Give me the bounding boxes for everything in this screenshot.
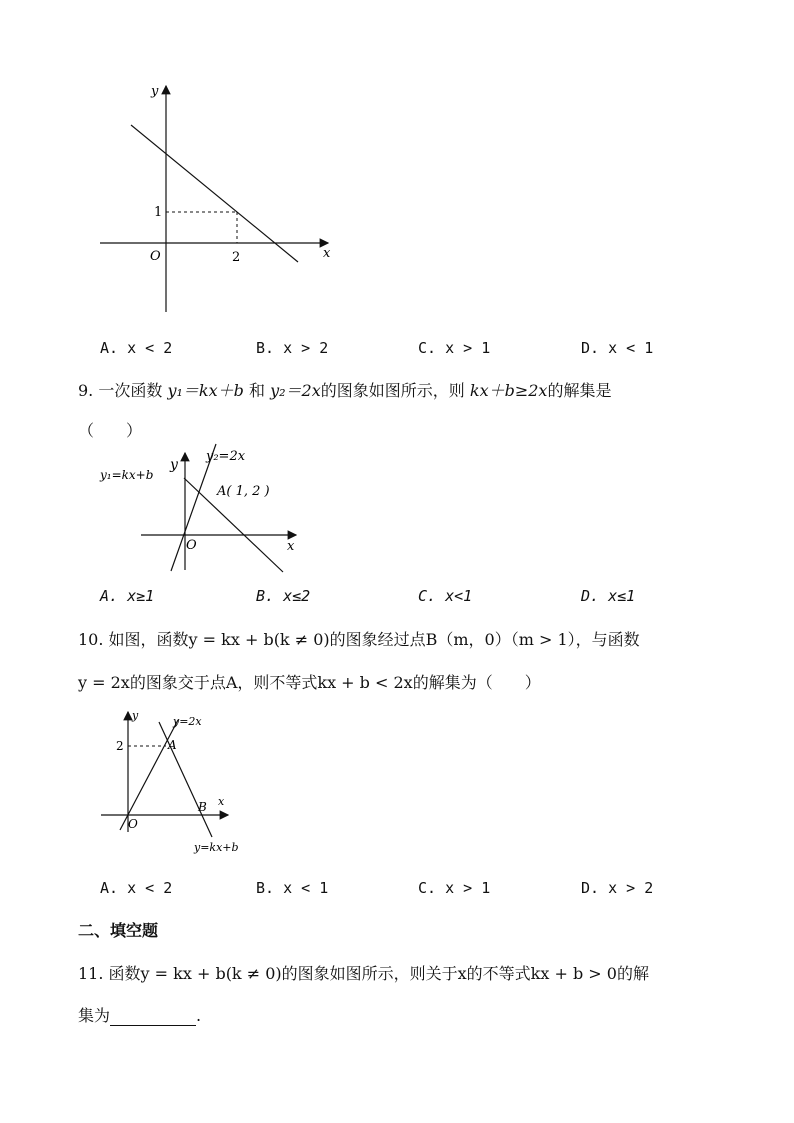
- section-heading: 二、填空题: [78, 921, 159, 940]
- label-kxb: y=kx+b: [194, 841, 239, 854]
- line-y-2x: [120, 720, 178, 830]
- q10-option-c[interactable]: C. x > 1: [418, 879, 491, 897]
- q11-suffix: .: [196, 1006, 202, 1025]
- q11-answer-blank[interactable]: [110, 1009, 196, 1026]
- q10-option-d[interactable]: D. x > 2: [581, 879, 654, 897]
- label-y2: y₂=2x: [206, 449, 246, 464]
- point-label-a: A: [168, 738, 177, 752]
- function-line: [131, 125, 298, 262]
- origin-label: O: [128, 817, 138, 831]
- tick-label-x: 2: [232, 250, 241, 265]
- q9-stem: [78, 378, 611, 401]
- q11-stem-line1: 11. 函数y = kx + b(k ≠ 0)的图象如图所示，则关于x的不等式kx + b > 0的解: [78, 964, 649, 983]
- label-y1: y₁=kx+b: [100, 468, 154, 482]
- q9-number: 9.: [78, 381, 94, 400]
- q8-option-a[interactable]: A. x < 2: [100, 339, 173, 357]
- q10-option-b[interactable]: B. x < 1: [256, 879, 329, 897]
- q8-option-d[interactable]: D. x < 1: [581, 339, 654, 357]
- q9-option-d[interactable]: D. x≤1: [581, 587, 636, 605]
- q10-stem-line1: 10. 如图，函数y = kx + b(k ≠ 0)的图象经过点B（m，0）（m > 1），与函数: [78, 630, 640, 649]
- line-y-kxb: [159, 722, 212, 837]
- axis-label-x: x: [287, 539, 295, 554]
- q10-stem-line2: y = 2x的图象交于点A，则不等式kx + b < 2x的解集为（ ）: [78, 673, 541, 692]
- q11-stem-line2: [78, 1003, 201, 1026]
- axis-label-x: x: [218, 795, 225, 808]
- q9-y1-expr: y₁＝kx＋b: [167, 381, 244, 400]
- q9-text-3: 的图象如图所示，则: [320, 381, 465, 400]
- axis-label-y: y: [151, 84, 159, 99]
- axis-label-x: x: [323, 246, 331, 261]
- q9-text-1: 一次函数: [98, 381, 163, 400]
- q9-answer-paren: （ ）: [78, 421, 143, 440]
- q9-y2-expr: y₂＝2x: [270, 381, 321, 400]
- q9-option-c[interactable]: C. x<1: [418, 587, 473, 605]
- q9-inequality: kx＋b≥2x: [469, 381, 548, 400]
- q11-prefix: 集为: [78, 1006, 111, 1025]
- q9-option-b[interactable]: B. x≤2: [256, 587, 311, 605]
- tick-label-2: 2: [116, 739, 124, 753]
- q8-figure: [0, 0, 794, 330]
- q9-text-2: 和: [248, 381, 265, 400]
- q10-figure: [0, 700, 794, 860]
- q9-figure: [0, 440, 794, 580]
- q9-text-4: 的解集是: [547, 381, 612, 400]
- axis-label-y: y: [132, 709, 139, 722]
- q8-option-c[interactable]: C. x > 1: [418, 339, 491, 357]
- point-label-b: B: [198, 800, 207, 814]
- label-y2x: y=2x: [173, 715, 202, 728]
- tick-label-y: 1: [154, 205, 163, 220]
- origin-label: O: [186, 538, 197, 553]
- q10-option-a[interactable]: A. x < 2: [100, 879, 173, 897]
- q9-option-a[interactable]: A. x≥1: [100, 587, 155, 605]
- origin-label: O: [150, 249, 161, 264]
- point-label-a: A( 1, 2 ): [217, 484, 270, 499]
- q8-option-b[interactable]: B. x > 2: [256, 339, 329, 357]
- axis-label-y: y: [170, 457, 178, 473]
